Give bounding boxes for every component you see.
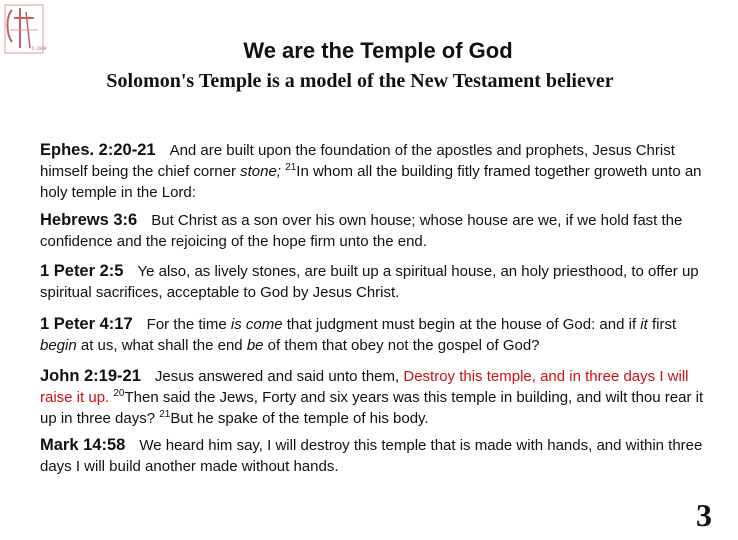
verse-reference: John 2:19-21	[40, 367, 141, 385]
verse-text: Then said the Jews, Forty and six years was this temple in building, and wilt thou rear it up in three days?	[40, 389, 704, 427]
verse-text: But Christ as a son over his own house; whose house are we, if we hold fast the confidence and the rejoicing of the hope firm unto the end.	[40, 212, 683, 250]
verse-text: Jesus answered and said unto them,	[154, 368, 404, 385]
page-title: We are the Temple of God	[243, 38, 513, 63]
verse-number: 20	[113, 388, 125, 399]
verse-text: first	[647, 316, 677, 333]
verse-text-italic: begin	[40, 337, 77, 354]
verse-text-red: Destroy this temple, and in three days I will raise it up.	[40, 368, 689, 406]
verse-text: that judgment must begin at the house of God: and if	[282, 316, 641, 333]
verse-reference: Mark 14:58	[40, 436, 126, 454]
verse-text: Ye also, as lively stones, are built up a spiritual house, an holy priesthood, to offer up spiritual sacrifices, acceptable to God by Jesus Christ.	[40, 263, 699, 301]
verse-block	[40, 210, 708, 252]
verse-text: But he spake of the temple of his body.	[170, 410, 429, 427]
verse-text-italic: be	[246, 337, 264, 354]
verse-text-italic: is come	[230, 316, 283, 333]
verse-text: For the time	[146, 316, 231, 333]
verse-text: We heard him say, I will destroy this temple that is made with hands, and within three days I will build another made without hands.	[40, 437, 703, 475]
verse-text: And are built upon the foundation of the apostles and prophets, Jesus Christ himself being the chief corner	[40, 142, 675, 180]
verse-block	[40, 140, 708, 203]
verse-text: In whom all the building fitly framed together groweth unto an holy temple in the Lord:	[40, 163, 702, 201]
page-subtitle: Solomon's Temple is a model of the New Testament believer	[106, 70, 614, 92]
verse-block	[40, 314, 708, 356]
verse-block	[40, 435, 708, 477]
verse-reference: 1 Peter 4:17	[40, 315, 133, 333]
page-number: 3	[696, 497, 712, 533]
verse-number: 21	[159, 409, 171, 420]
verse-text-italic: it	[640, 316, 648, 333]
verse-reference: Hebrews 3:6	[40, 211, 138, 229]
verse-text: at us, what shall the end	[76, 337, 247, 354]
verse-number: 21	[285, 162, 297, 173]
verse-block	[40, 261, 708, 303]
verse-block	[40, 366, 708, 429]
svg-text:© 2009: © 2009	[31, 46, 47, 51]
verse-text-italic: stone;	[240, 163, 281, 180]
verse-text: of them that obey not the gospel of God?	[263, 337, 540, 354]
verse-reference: 1 Peter 2:5	[40, 262, 124, 280]
verse-reference: Ephes. 2:20-21	[40, 141, 156, 159]
